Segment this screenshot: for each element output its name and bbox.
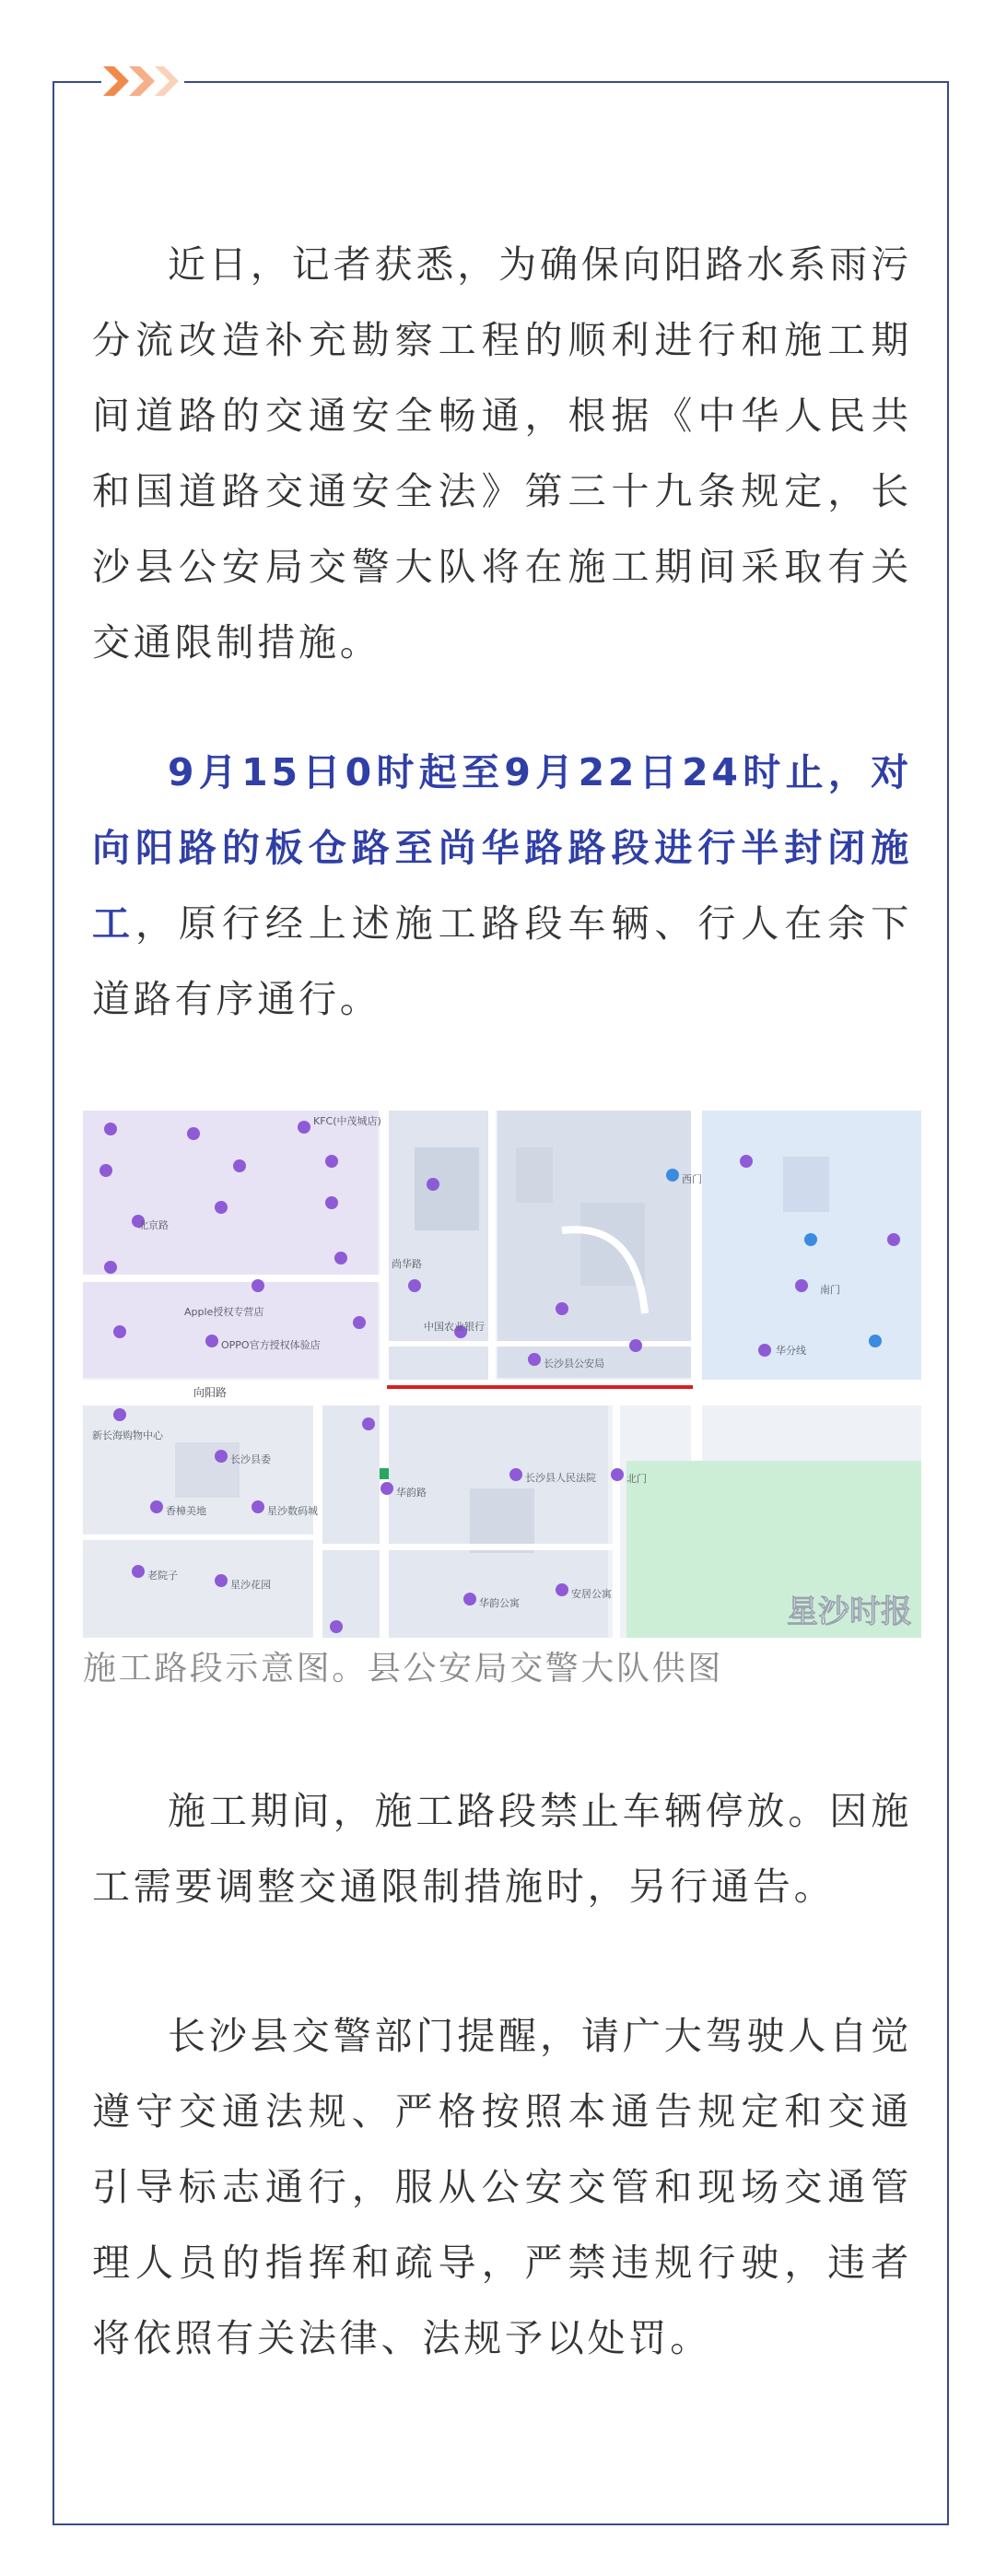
map-label: OPPO官方授权体验店 [221,1339,321,1351]
map-label: Apple授权专营店 [184,1306,264,1318]
map-label: 北门 [626,1473,647,1485]
map-label: 老院子 [147,1570,178,1582]
map-label: 华韵公寓 [479,1597,520,1609]
map-watermark: 星沙时报 [787,1594,912,1630]
construction-map-image [83,1111,921,1638]
map-label: 星沙数码城 [267,1505,318,1517]
map-label: 北京路 [138,1219,169,1231]
map-caption: 施工路段示意图。县公安局交警大队供图 [83,1650,723,1688]
closure-notice-paragraph [92,735,912,1037]
closure-notice-rest: ，原行经上述施工路段车辆、行人在余下道路有序通行。 [92,901,912,1021]
map-label: 长沙县委 [230,1453,271,1465]
map-label: 尚华路 [392,1258,422,1270]
map-label: 香樟美地 [166,1505,206,1517]
map-label: 安居公寓 [571,1588,612,1600]
road-label: 向阳路 [193,1386,228,1399]
intro-paragraph: 近日，记者获悉，为确保向阳路水系雨污分流改造补充勘察工程的顺利进行和施工期间道路的交通安全畅通，根据《中华人民共和国道路交通安全法》第三十九条规定，长沙县公安局交警大队将在施工期间采取有关交通限制措施。 [92,242,912,665]
map-label: 新长海购物中心 [92,1429,163,1441]
reminder-paragraph: 长沙县交警部门提醒，请广大驾驶人自觉遵守交通法规、严格按照本通告规定和交通引导标志通行，服从公安交管和现场交通管理人员的指挥和疏导，严禁违规行驶，违者将依照有关法律、法规予以处罚。 [92,2014,912,2360]
map-label: 西门 [682,1173,702,1185]
map-label: 长沙县人民法院 [525,1472,596,1484]
map-label: 华分线 [776,1345,806,1357]
map-label: KFC(中茂城店) [313,1115,381,1127]
map-label: 星沙花园 [230,1579,271,1591]
map-label: 中国农业银行 [424,1321,485,1333]
map-label: 南门 [820,1284,840,1296]
chevron-right-decoration-icon [101,63,184,100]
map-label: 长沙县公安局 [544,1358,604,1370]
closure-time-highlight: 9月15日0时起至9月22日24时止，对向阳路的板仓路至尚华路路段进行半封闭施工 [92,750,912,946]
map-label: 华韵路 [396,1487,427,1499]
parking-ban-paragraph: 施工期间，施工路段禁止车辆停放。因施工需要调整交通限制措施时，另行通告。 [92,1789,912,1909]
